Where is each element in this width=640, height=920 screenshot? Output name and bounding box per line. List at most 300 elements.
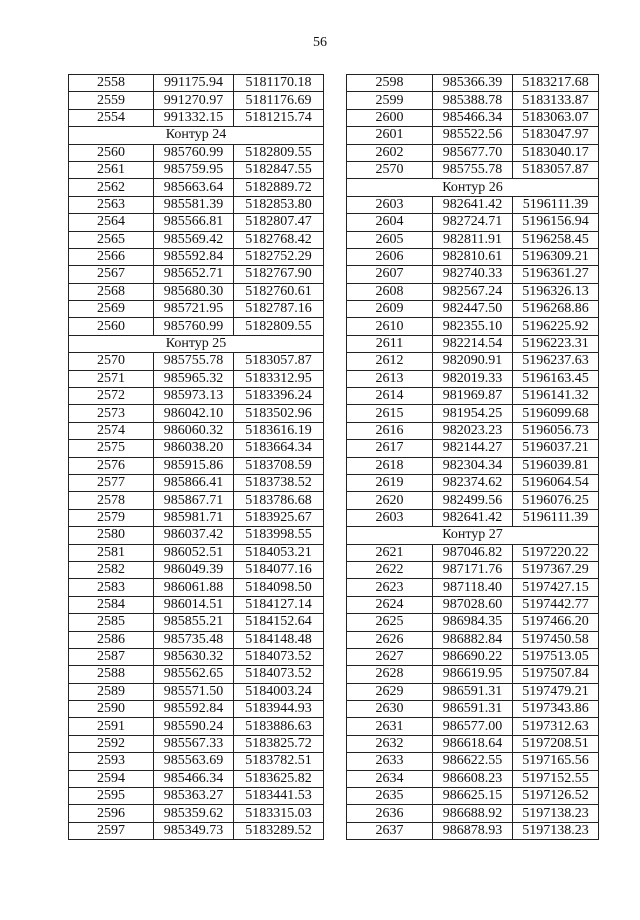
table-row — [69, 457, 324, 474]
y-coordinate-cell: 5184127.14 — [234, 596, 324, 613]
table-row — [347, 266, 599, 283]
y-coordinate-cell: 5181170.18 — [234, 75, 324, 92]
contour-header-row — [347, 527, 599, 544]
y-coordinate-cell: 5183886.63 — [234, 718, 324, 735]
point-number-cell: 2619 — [347, 474, 433, 491]
y-coordinate-cell: 5197208.51 — [513, 735, 599, 752]
page-number: 56 — [313, 35, 327, 50]
y-coordinate-cell: 5183047.97 — [513, 127, 599, 144]
table-row — [69, 370, 324, 387]
table-row — [347, 353, 599, 370]
point-number-cell: 2603 — [347, 196, 433, 213]
point-number-cell: 2618 — [347, 457, 433, 474]
x-coordinate-cell: 985755.78 — [433, 161, 513, 178]
table-row — [347, 457, 599, 474]
coordinates-table-right — [346, 74, 599, 840]
y-coordinate-cell: 5197343.86 — [513, 701, 599, 718]
x-coordinate-cell: 982567.24 — [433, 283, 513, 300]
y-coordinate-cell: 5197442.77 — [513, 596, 599, 613]
y-coordinate-cell: 5197126.52 — [513, 788, 599, 805]
table-row — [347, 492, 599, 509]
contour-label: Контур 27 — [347, 527, 599, 544]
point-number-cell: 2607 — [347, 266, 433, 283]
point-number-cell: 2635 — [347, 788, 433, 805]
point-number-cell: 2593 — [69, 753, 154, 770]
table-row — [347, 614, 599, 631]
point-number-cell: 2578 — [69, 492, 154, 509]
table-row — [347, 683, 599, 700]
y-coordinate-cell: 5183502.96 — [234, 405, 324, 422]
x-coordinate-cell: 985366.39 — [433, 75, 513, 92]
point-number-cell: 2634 — [347, 770, 433, 787]
table-row — [69, 822, 324, 839]
table-row — [347, 248, 599, 265]
y-coordinate-cell: 5183786.68 — [234, 492, 324, 509]
y-coordinate-cell: 5196326.13 — [513, 283, 599, 300]
y-coordinate-cell: 5182889.72 — [234, 179, 324, 196]
x-coordinate-cell: 982641.42 — [433, 509, 513, 526]
table-row — [347, 161, 599, 178]
x-coordinate-cell: 982144.27 — [433, 440, 513, 457]
table-row — [69, 283, 324, 300]
point-number-cell: 2588 — [69, 666, 154, 683]
table-row — [69, 353, 324, 370]
y-coordinate-cell: 5196237.63 — [513, 353, 599, 370]
table-row — [69, 544, 324, 561]
x-coordinate-cell: 986984.35 — [433, 614, 513, 631]
table-row — [347, 318, 599, 335]
y-coordinate-cell: 5182847.55 — [234, 161, 324, 178]
x-coordinate-cell: 985566.81 — [154, 214, 234, 231]
y-coordinate-cell: 5183782.51 — [234, 753, 324, 770]
point-number-cell: 2587 — [69, 648, 154, 665]
point-number-cell: 2585 — [69, 614, 154, 631]
point-number-cell: 2625 — [347, 614, 433, 631]
x-coordinate-cell: 991175.94 — [154, 75, 234, 92]
point-number-cell: 2564 — [69, 214, 154, 231]
x-coordinate-cell: 986622.55 — [433, 753, 513, 770]
y-coordinate-cell: 5184073.52 — [234, 666, 324, 683]
table-row — [347, 788, 599, 805]
table-row — [69, 405, 324, 422]
table-row — [347, 666, 599, 683]
y-coordinate-cell: 5183057.87 — [234, 353, 324, 370]
table-row — [69, 214, 324, 231]
point-number-cell: 2599 — [347, 92, 433, 109]
y-coordinate-cell: 5197513.05 — [513, 648, 599, 665]
point-number-cell: 2632 — [347, 735, 433, 752]
x-coordinate-cell: 986882.84 — [433, 631, 513, 648]
table-row — [69, 318, 324, 335]
y-coordinate-cell: 5196268.86 — [513, 301, 599, 318]
table-row — [69, 474, 324, 491]
point-number-cell: 2631 — [347, 718, 433, 735]
table-row — [69, 648, 324, 665]
x-coordinate-cell: 982810.61 — [433, 248, 513, 265]
point-number-cell: 2594 — [69, 770, 154, 787]
x-coordinate-cell: 986061.88 — [154, 579, 234, 596]
x-coordinate-cell: 987046.82 — [433, 544, 513, 561]
y-coordinate-cell: 5197312.63 — [513, 718, 599, 735]
y-coordinate-cell: 5197165.56 — [513, 753, 599, 770]
point-number-cell: 2606 — [347, 248, 433, 265]
table-row — [69, 231, 324, 248]
table-row — [69, 248, 324, 265]
y-coordinate-cell: 5197152.55 — [513, 770, 599, 787]
y-coordinate-cell: 5183925.67 — [234, 509, 324, 526]
coordinates-table-left — [68, 74, 324, 840]
y-coordinate-cell: 5183616.19 — [234, 422, 324, 439]
x-coordinate-cell: 991332.15 — [154, 109, 234, 126]
point-number-cell: 2600 — [347, 109, 433, 126]
contour-header-row — [69, 335, 324, 352]
point-number-cell: 2620 — [347, 492, 433, 509]
table-row — [347, 283, 599, 300]
point-number-cell: 2570 — [69, 353, 154, 370]
y-coordinate-cell: 5183217.68 — [513, 75, 599, 92]
point-number-cell: 2628 — [347, 666, 433, 683]
point-number-cell: 2608 — [347, 283, 433, 300]
y-coordinate-cell: 5183998.55 — [234, 527, 324, 544]
x-coordinate-cell: 985630.32 — [154, 648, 234, 665]
table-row — [347, 405, 599, 422]
point-number-cell: 2626 — [347, 631, 433, 648]
x-coordinate-cell: 985759.95 — [154, 161, 234, 178]
point-number-cell: 2572 — [69, 388, 154, 405]
point-number-cell: 2583 — [69, 579, 154, 596]
table-row — [347, 509, 599, 526]
y-coordinate-cell: 5197138.23 — [513, 805, 599, 822]
point-number-cell: 2595 — [69, 788, 154, 805]
x-coordinate-cell: 986038.20 — [154, 440, 234, 457]
x-coordinate-cell: 985522.56 — [433, 127, 513, 144]
point-number-cell: 2613 — [347, 370, 433, 387]
point-number-cell: 2633 — [347, 753, 433, 770]
x-coordinate-cell: 982214.54 — [433, 335, 513, 352]
y-coordinate-cell: 5196163.45 — [513, 370, 599, 387]
table-row — [69, 161, 324, 178]
y-coordinate-cell: 5183057.87 — [513, 161, 599, 178]
y-coordinate-cell: 5196223.31 — [513, 335, 599, 352]
x-coordinate-cell: 986014.51 — [154, 596, 234, 613]
table-row — [69, 735, 324, 752]
y-coordinate-cell: 5183396.24 — [234, 388, 324, 405]
table-row — [69, 179, 324, 196]
x-coordinate-cell: 982811.91 — [433, 231, 513, 248]
table-row — [69, 92, 324, 109]
table-row — [69, 109, 324, 126]
point-number-cell: 2616 — [347, 422, 433, 439]
x-coordinate-cell: 986688.92 — [433, 805, 513, 822]
point-number-cell: 2566 — [69, 248, 154, 265]
y-coordinate-cell: 5182752.29 — [234, 248, 324, 265]
table-row — [69, 561, 324, 578]
y-coordinate-cell: 5184148.48 — [234, 631, 324, 648]
y-coordinate-cell: 5183944.93 — [234, 701, 324, 718]
x-coordinate-cell: 986625.15 — [433, 788, 513, 805]
point-number-cell: 2569 — [69, 301, 154, 318]
y-coordinate-cell: 5196156.94 — [513, 214, 599, 231]
table-row — [69, 701, 324, 718]
y-coordinate-cell: 5196309.21 — [513, 248, 599, 265]
table-row — [347, 648, 599, 665]
x-coordinate-cell: 985466.34 — [433, 109, 513, 126]
y-coordinate-cell: 5182787.16 — [234, 301, 324, 318]
x-coordinate-cell: 985677.70 — [433, 144, 513, 161]
table-row — [69, 440, 324, 457]
table-row — [69, 301, 324, 318]
x-coordinate-cell: 986608.23 — [433, 770, 513, 787]
y-coordinate-cell: 5196111.39 — [513, 509, 599, 526]
y-coordinate-cell: 5184077.16 — [234, 561, 324, 578]
x-coordinate-cell: 985569.42 — [154, 231, 234, 248]
table-row — [69, 805, 324, 822]
table-row — [69, 683, 324, 700]
table-row — [69, 144, 324, 161]
x-coordinate-cell: 985590.24 — [154, 718, 234, 735]
x-coordinate-cell: 986690.22 — [433, 648, 513, 665]
x-coordinate-cell: 986591.31 — [433, 701, 513, 718]
table-row — [69, 75, 324, 92]
point-number-cell: 2598 — [347, 75, 433, 92]
x-coordinate-cell: 982641.42 — [433, 196, 513, 213]
table-row — [69, 509, 324, 526]
point-number-cell: 2611 — [347, 335, 433, 352]
y-coordinate-cell: 5184073.52 — [234, 648, 324, 665]
x-coordinate-cell: 985592.84 — [154, 248, 234, 265]
x-coordinate-cell: 981954.25 — [433, 405, 513, 422]
point-number-cell: 2567 — [69, 266, 154, 283]
point-number-cell: 2624 — [347, 596, 433, 613]
y-coordinate-cell: 5196141.32 — [513, 388, 599, 405]
point-number-cell: 2560 — [69, 318, 154, 335]
point-number-cell: 2586 — [69, 631, 154, 648]
table-row — [347, 335, 599, 352]
table-row — [347, 196, 599, 213]
point-number-cell: 2589 — [69, 683, 154, 700]
point-number-cell: 2637 — [347, 822, 433, 839]
table-row — [69, 196, 324, 213]
x-coordinate-cell: 991270.97 — [154, 92, 234, 109]
point-number-cell: 2621 — [347, 544, 433, 561]
point-number-cell: 2605 — [347, 231, 433, 248]
point-number-cell: 2563 — [69, 196, 154, 213]
x-coordinate-cell: 985981.71 — [154, 509, 234, 526]
x-coordinate-cell: 985760.99 — [154, 318, 234, 335]
x-coordinate-cell: 987028.60 — [433, 596, 513, 613]
point-number-cell: 2610 — [347, 318, 433, 335]
y-coordinate-cell: 5183063.07 — [513, 109, 599, 126]
table-row — [69, 788, 324, 805]
point-number-cell: 2617 — [347, 440, 433, 457]
point-number-cell: 2568 — [69, 283, 154, 300]
y-coordinate-cell: 5197367.29 — [513, 561, 599, 578]
contour-label: Контур 26 — [347, 179, 599, 196]
y-coordinate-cell: 5197220.22 — [513, 544, 599, 561]
x-coordinate-cell: 982724.71 — [433, 214, 513, 231]
point-number-cell: 2636 — [347, 805, 433, 822]
point-number-cell: 2576 — [69, 457, 154, 474]
y-coordinate-cell: 5196039.81 — [513, 457, 599, 474]
point-number-cell: 2591 — [69, 718, 154, 735]
point-number-cell: 2579 — [69, 509, 154, 526]
x-coordinate-cell: 985562.65 — [154, 666, 234, 683]
x-coordinate-cell: 986042.10 — [154, 405, 234, 422]
table-row — [347, 127, 599, 144]
table-row — [347, 701, 599, 718]
y-coordinate-cell: 5182767.90 — [234, 266, 324, 283]
point-number-cell: 2580 — [69, 527, 154, 544]
y-coordinate-cell: 5197138.23 — [513, 822, 599, 839]
point-number-cell: 2565 — [69, 231, 154, 248]
y-coordinate-cell: 5182807.47 — [234, 214, 324, 231]
point-number-cell: 2590 — [69, 701, 154, 718]
y-coordinate-cell: 5181215.74 — [234, 109, 324, 126]
point-number-cell: 2609 — [347, 301, 433, 318]
y-coordinate-cell: 5196361.27 — [513, 266, 599, 283]
point-number-cell: 2604 — [347, 214, 433, 231]
table-row — [347, 231, 599, 248]
table-row — [347, 579, 599, 596]
table-row — [347, 753, 599, 770]
x-coordinate-cell: 986060.32 — [154, 422, 234, 439]
y-coordinate-cell: 5183312.95 — [234, 370, 324, 387]
point-number-cell: 2597 — [69, 822, 154, 839]
y-coordinate-cell: 5196258.45 — [513, 231, 599, 248]
x-coordinate-cell: 982090.91 — [433, 353, 513, 370]
y-coordinate-cell: 5196064.54 — [513, 474, 599, 491]
point-number-cell: 2584 — [69, 596, 154, 613]
point-number-cell: 2614 — [347, 388, 433, 405]
x-coordinate-cell: 982499.56 — [433, 492, 513, 509]
y-coordinate-cell: 5197427.15 — [513, 579, 599, 596]
table-row — [69, 579, 324, 596]
y-coordinate-cell: 5183708.59 — [234, 457, 324, 474]
y-coordinate-cell: 5183040.17 — [513, 144, 599, 161]
x-coordinate-cell: 982355.10 — [433, 318, 513, 335]
table-row — [69, 666, 324, 683]
point-number-cell: 2570 — [347, 161, 433, 178]
table-row — [347, 144, 599, 161]
x-coordinate-cell: 985965.32 — [154, 370, 234, 387]
table-row — [69, 631, 324, 648]
point-number-cell: 2560 — [69, 144, 154, 161]
y-coordinate-cell: 5197450.58 — [513, 631, 599, 648]
point-number-cell: 2622 — [347, 561, 433, 578]
table-row — [69, 266, 324, 283]
x-coordinate-cell: 986052.51 — [154, 544, 234, 561]
y-coordinate-cell: 5183825.72 — [234, 735, 324, 752]
point-number-cell: 2554 — [69, 109, 154, 126]
point-number-cell: 2615 — [347, 405, 433, 422]
point-number-cell: 2596 — [69, 805, 154, 822]
point-number-cell: 2561 — [69, 161, 154, 178]
y-coordinate-cell: 5182768.42 — [234, 231, 324, 248]
point-number-cell: 2612 — [347, 353, 433, 370]
point-number-cell: 2571 — [69, 370, 154, 387]
x-coordinate-cell: 981969.87 — [433, 388, 513, 405]
table-row — [347, 596, 599, 613]
y-coordinate-cell: 5181176.69 — [234, 92, 324, 109]
table-row — [347, 474, 599, 491]
table-row — [347, 805, 599, 822]
table-row — [69, 753, 324, 770]
x-coordinate-cell: 985349.73 — [154, 822, 234, 839]
point-number-cell: 2629 — [347, 683, 433, 700]
x-coordinate-cell: 986619.95 — [433, 666, 513, 683]
y-coordinate-cell: 5183289.52 — [234, 822, 324, 839]
y-coordinate-cell: 5182809.55 — [234, 318, 324, 335]
x-coordinate-cell: 982304.34 — [433, 457, 513, 474]
table-row — [69, 596, 324, 613]
x-coordinate-cell: 985652.71 — [154, 266, 234, 283]
y-coordinate-cell: 5182809.55 — [234, 144, 324, 161]
x-coordinate-cell: 986577.00 — [433, 718, 513, 735]
y-coordinate-cell: 5183664.34 — [234, 440, 324, 457]
x-coordinate-cell: 982023.23 — [433, 422, 513, 439]
y-coordinate-cell: 5183315.03 — [234, 805, 324, 822]
table-row — [347, 75, 599, 92]
y-coordinate-cell: 5196037.21 — [513, 440, 599, 457]
x-coordinate-cell: 982374.62 — [433, 474, 513, 491]
table-row — [347, 370, 599, 387]
x-coordinate-cell: 985680.30 — [154, 283, 234, 300]
y-coordinate-cell: 5184152.64 — [234, 614, 324, 631]
x-coordinate-cell: 986618.64 — [433, 735, 513, 752]
x-coordinate-cell: 987171.76 — [433, 561, 513, 578]
table-row — [347, 561, 599, 578]
point-number-cell: 2559 — [69, 92, 154, 109]
y-coordinate-cell: 5196076.25 — [513, 492, 599, 509]
table-row — [69, 527, 324, 544]
x-coordinate-cell: 985388.78 — [433, 92, 513, 109]
x-coordinate-cell: 985973.13 — [154, 388, 234, 405]
contour-header-row — [69, 127, 324, 144]
contour-label: Контур 24 — [69, 127, 324, 144]
y-coordinate-cell: 5182760.61 — [234, 283, 324, 300]
y-coordinate-cell: 5183625.82 — [234, 770, 324, 787]
y-coordinate-cell: 5196225.92 — [513, 318, 599, 335]
table-row — [69, 718, 324, 735]
x-coordinate-cell: 985915.86 — [154, 457, 234, 474]
table-row — [69, 422, 324, 439]
table-row — [347, 822, 599, 839]
point-number-cell: 2601 — [347, 127, 433, 144]
y-coordinate-cell: 5197479.21 — [513, 683, 599, 700]
table-row — [347, 388, 599, 405]
x-coordinate-cell: 985867.71 — [154, 492, 234, 509]
point-number-cell: 2582 — [69, 561, 154, 578]
table-row — [69, 614, 324, 631]
x-coordinate-cell: 985567.33 — [154, 735, 234, 752]
table-row — [347, 718, 599, 735]
x-coordinate-cell: 985581.39 — [154, 196, 234, 213]
point-number-cell: 2573 — [69, 405, 154, 422]
x-coordinate-cell: 986591.31 — [433, 683, 513, 700]
y-coordinate-cell: 5183738.52 — [234, 474, 324, 491]
point-number-cell: 2581 — [69, 544, 154, 561]
x-coordinate-cell: 985359.62 — [154, 805, 234, 822]
table-row — [347, 422, 599, 439]
table-row — [69, 492, 324, 509]
y-coordinate-cell: 5183133.87 — [513, 92, 599, 109]
table-row — [347, 735, 599, 752]
table-row — [69, 388, 324, 405]
x-coordinate-cell: 985866.41 — [154, 474, 234, 491]
x-coordinate-cell: 985363.27 — [154, 788, 234, 805]
x-coordinate-cell: 986878.93 — [433, 822, 513, 839]
point-number-cell: 2603 — [347, 509, 433, 526]
